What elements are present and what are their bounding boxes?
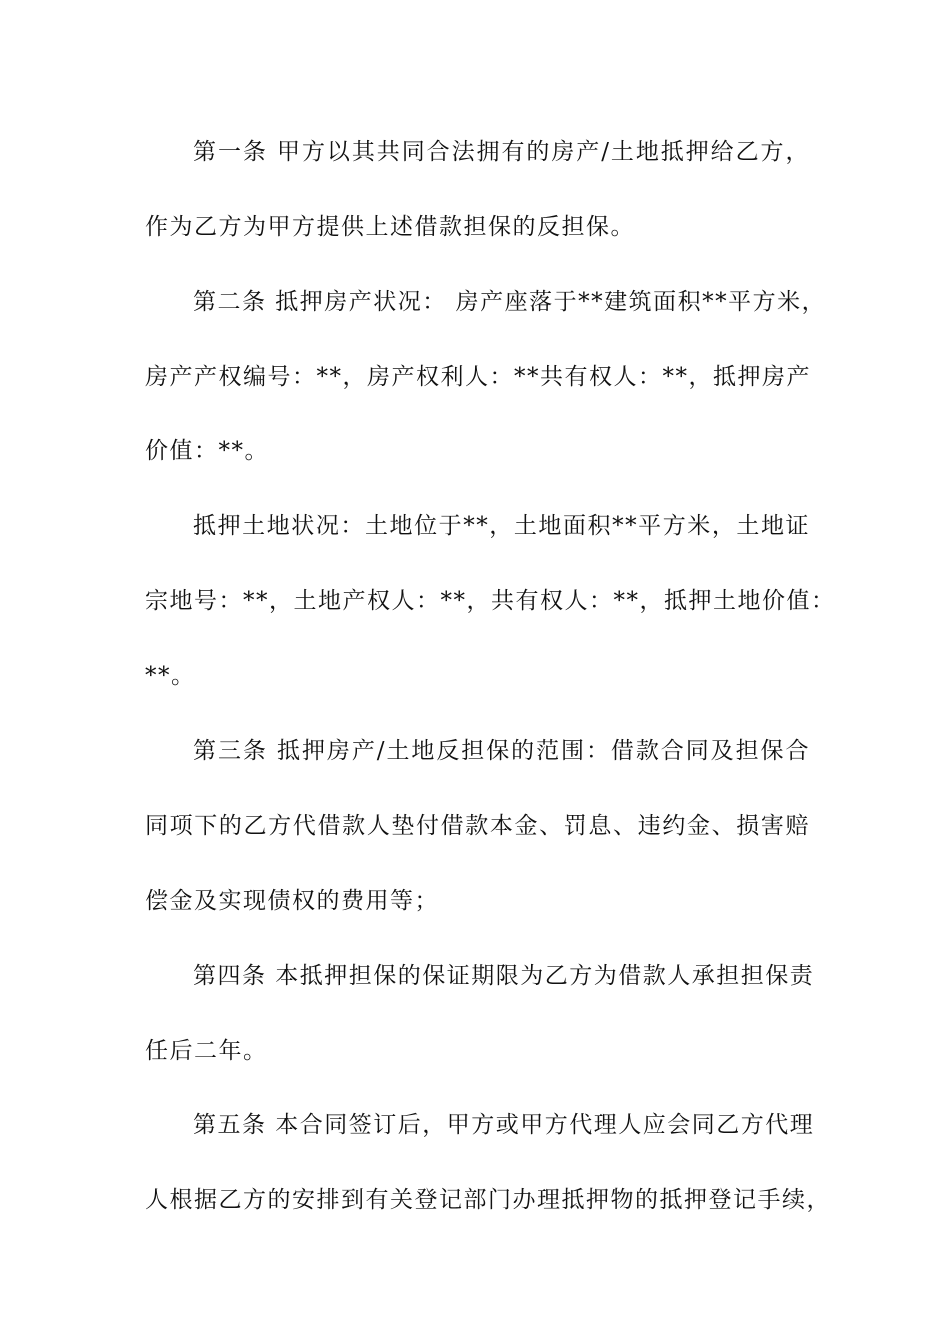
article-3-line-3: 偿金及实现债权的费用等； <box>145 888 439 914</box>
land-status-line-1: 抵押土地状况：土地位于**，土地面积**平方米，土地证 <box>193 513 810 539</box>
article-4-line-2: 任后二年。 <box>145 1038 268 1064</box>
article-3-line-1: 第三条 抵押房产/土地反担保的范围：借款合同及担保合 <box>193 738 810 764</box>
article-5-line-1: 第五条 本合同签订后，甲方或甲方代理人应会同乙方代理 <box>193 1112 815 1138</box>
article-2-line-2: 房产产权编号：**，房产权利人：**共有权人：**，抵押房产 <box>145 364 811 390</box>
article-2-line-1: 第二条 抵押房产状况： 房产座落于**建筑面积**平方米， <box>193 289 827 315</box>
land-status-line-2: 宗地号：**，土地产权人：**，共有权人：**，抵押土地价值： <box>145 588 836 614</box>
article-3-line-2: 同项下的乙方代借款人垫付借款本金、罚息、违约金、损害赔 <box>145 813 810 839</box>
article-1-line-1: 第一条 甲方以其共同合法拥有的房产/土地抵押给乙方， <box>193 139 810 165</box>
land-status-line-3: **。 <box>145 663 196 689</box>
article-4-line-1: 第四条 本抵押担保的保证期限为乙方为借款人承担担保责 <box>193 963 815 989</box>
article-5-line-2: 人根据乙方的安排到有关登记部门办理抵押物的抵押登记手续， <box>145 1187 831 1213</box>
article-1-line-2: 作为乙方为甲方提供上述借款担保的反担保。 <box>145 214 635 240</box>
article-2-line-3: 价值：**。 <box>145 438 269 464</box>
